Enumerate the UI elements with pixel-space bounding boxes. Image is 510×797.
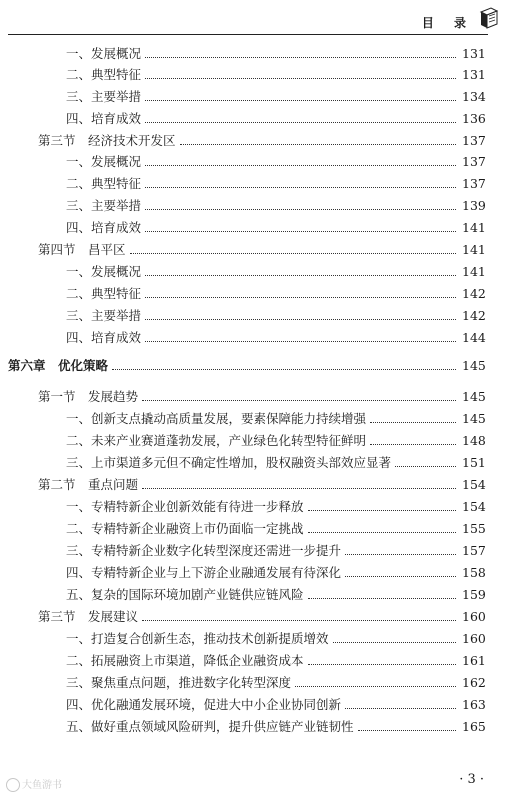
toc-page-cell bbox=[462, 499, 510, 514]
toc-page-cell bbox=[462, 719, 510, 734]
toc-page-cell bbox=[462, 477, 510, 492]
toc-leader-dots bbox=[145, 200, 456, 210]
toc-leader-dots bbox=[145, 288, 456, 298]
toc-entry-label: 一、发展概况 bbox=[66, 264, 142, 279]
toc-entry-page: 142 bbox=[462, 285, 486, 301]
toc-entry-label: 五、复杂的国际环境加剧产业链供应链风险 bbox=[66, 587, 304, 602]
toc-entry-label: 三、聚焦重点问题，推进数字化转型深度 bbox=[66, 675, 292, 690]
toc-entry-page: 137 bbox=[462, 175, 486, 191]
watermark bbox=[6, 776, 62, 792]
toc-page-cell bbox=[462, 631, 510, 646]
toc-page-cell bbox=[462, 565, 510, 580]
toc-leader-dots bbox=[370, 413, 456, 423]
toc-entry-page: 151 bbox=[462, 454, 486, 470]
toc-entry-sub bbox=[0, 695, 510, 713]
toc-entry-label: 一、专精特新企业创新效能有待进一步释放 bbox=[66, 499, 304, 514]
toc-entry-page: 154 bbox=[462, 498, 486, 514]
toc-entry-label: 二、典型特征 bbox=[66, 286, 142, 301]
toc-page-cell bbox=[462, 697, 510, 712]
toc-leader-dots bbox=[308, 655, 456, 665]
toc-entry-sub bbox=[0, 541, 510, 559]
toc-entry-sub bbox=[0, 497, 510, 515]
toc-entry-page: 141 bbox=[462, 219, 486, 235]
toc-entry-label: 一、发展概况 bbox=[66, 46, 142, 61]
toc-page-cell bbox=[462, 609, 510, 624]
toc-entry-sub bbox=[0, 585, 510, 603]
toc-entry-sub bbox=[0, 717, 510, 735]
toc-entry-sec bbox=[0, 240, 510, 258]
toc-entry-label: 第一节 发展趋势 bbox=[38, 389, 139, 404]
toc-entry-label: 二、未来产业赛道蓬勃发展，产业绿色化转型特征鲜明 bbox=[66, 433, 367, 448]
toc-entry-page: 162 bbox=[462, 674, 486, 690]
toc-leader-dots bbox=[295, 677, 456, 687]
toc-entry-page: 141 bbox=[462, 263, 486, 279]
toc-leader-dots bbox=[345, 545, 456, 555]
toc-leader-dots bbox=[145, 266, 456, 276]
toc-leader-dots bbox=[358, 721, 456, 731]
toc-entry-sub bbox=[0, 152, 510, 170]
toc-entry-page: 148 bbox=[462, 432, 486, 448]
toc-entry-sec bbox=[0, 131, 510, 149]
toc-entry-label: 第四节 昌平区 bbox=[38, 242, 126, 257]
toc-entry-sub bbox=[0, 629, 510, 647]
toc-entry-page: 131 bbox=[462, 66, 486, 82]
toc-entry-page: 154 bbox=[462, 476, 486, 492]
toc-entry-label: 第三节 发展建议 bbox=[38, 609, 139, 624]
toc-leader-dots bbox=[145, 48, 456, 58]
toc-entry-sub bbox=[0, 284, 510, 302]
toc-leader-dots bbox=[345, 567, 456, 577]
toc-entry-page: 145 bbox=[462, 388, 486, 404]
toc-entry-label: 四、培育成效 bbox=[66, 220, 142, 235]
toc-entry-sub bbox=[0, 453, 510, 471]
toc-entry-chap bbox=[0, 356, 510, 374]
toc-page-cell bbox=[462, 46, 510, 61]
page-header bbox=[0, 0, 510, 34]
toc-entry-sub bbox=[0, 328, 510, 346]
toc-entry-page: 131 bbox=[462, 45, 486, 61]
toc-page-cell bbox=[462, 89, 510, 104]
toc-entry-label: 五、做好重点领域风险研判，提升供应链产业链韧性 bbox=[66, 719, 354, 734]
toc-leader-dots bbox=[112, 360, 456, 370]
toc-entry-sub bbox=[0, 409, 510, 427]
toc-entry-page: 139 bbox=[462, 197, 486, 213]
toc-entry-label: 三、主要举措 bbox=[66, 198, 142, 213]
toc-page-cell bbox=[462, 176, 510, 191]
toc-page-cell bbox=[462, 389, 510, 404]
toc-page-cell bbox=[462, 543, 510, 558]
toc-entry-label: 四、专精特新企业与上下游企业融通发展有待深化 bbox=[66, 565, 342, 580]
toc-leader-dots bbox=[142, 479, 456, 489]
toc-entry-page: 134 bbox=[462, 88, 486, 104]
toc-entry-sec bbox=[0, 475, 510, 493]
toc-page-cell bbox=[462, 358, 510, 373]
toc-page-cell bbox=[462, 220, 510, 235]
toc-page-cell bbox=[462, 433, 510, 448]
toc-leader-dots bbox=[145, 91, 456, 101]
toc-page-cell bbox=[462, 653, 510, 668]
toc-entry-page: 141 bbox=[462, 241, 486, 257]
toc-page-cell bbox=[462, 675, 510, 690]
toc-page-cell bbox=[462, 587, 510, 602]
toc-page-cell bbox=[462, 242, 510, 257]
toc-leader-dots bbox=[370, 435, 456, 445]
book-icon bbox=[478, 6, 500, 30]
toc-page-cell bbox=[462, 133, 510, 148]
toc-entry-page: 165 bbox=[462, 718, 486, 734]
toc-page-cell bbox=[462, 198, 510, 213]
toc-entry-sub bbox=[0, 65, 510, 83]
toc-entry-sub bbox=[0, 563, 510, 581]
toc-entry-page: 160 bbox=[462, 608, 486, 624]
toc-entry-label: 四、优化融通发展环境，促进大中小企业协同创新 bbox=[66, 697, 342, 712]
toc-leader-dots bbox=[308, 523, 456, 533]
toc-entry-label: 三、专精特新企业数字化转型深度还需进一步提升 bbox=[66, 543, 342, 558]
toc-entry-label: 三、主要举措 bbox=[66, 89, 142, 104]
toc-entry-page: 136 bbox=[462, 110, 486, 126]
header-title: 目 录 bbox=[421, 16, 474, 30]
toc-entry-page: 163 bbox=[462, 696, 486, 712]
toc-leader-dots bbox=[345, 699, 456, 709]
toc-entry-label: 一、发展概况 bbox=[66, 154, 142, 169]
toc-leader-dots bbox=[145, 178, 456, 188]
toc-page-cell bbox=[462, 154, 510, 169]
toc-page-cell bbox=[462, 111, 510, 126]
toc-entry-page: 159 bbox=[462, 586, 486, 602]
toc-entry-sub bbox=[0, 431, 510, 449]
toc-entry-sub bbox=[0, 673, 510, 691]
toc-entry-sec bbox=[0, 387, 510, 405]
toc-leader-dots bbox=[145, 222, 456, 232]
toc-page-cell bbox=[462, 286, 510, 301]
toc-entry-page: 144 bbox=[462, 329, 486, 345]
toc-leader-dots bbox=[308, 501, 456, 511]
toc-page-cell bbox=[462, 264, 510, 279]
toc-entry-sec bbox=[0, 607, 510, 625]
page-number: · 3 · bbox=[459, 772, 484, 787]
toc-entry-page: 137 bbox=[462, 153, 486, 169]
toc-entry-label: 二、典型特征 bbox=[66, 67, 142, 82]
toc-page-cell bbox=[462, 521, 510, 536]
toc-entry-page: 161 bbox=[462, 652, 486, 668]
toc-entry-label: 一、打造复合创新生态，推动技术创新提质增效 bbox=[66, 631, 329, 646]
toc-entry-sub bbox=[0, 218, 510, 236]
toc-entry-page: 157 bbox=[462, 542, 486, 558]
toc-entry-sub bbox=[0, 174, 510, 192]
toc-entry-sub bbox=[0, 262, 510, 280]
toc-entry-page: 145 bbox=[462, 410, 486, 426]
toc-entry-label: 三、上市渠道多元但不确定性增加，股权融资头部效应显著 bbox=[66, 455, 392, 470]
toc-leader-dots bbox=[142, 611, 456, 621]
toc-entry-label: 四、培育成效 bbox=[66, 330, 142, 345]
toc-leader-dots bbox=[145, 69, 456, 79]
toc-page-cell bbox=[462, 330, 510, 345]
toc-leader-dots bbox=[130, 244, 456, 254]
toc-leader-dots bbox=[180, 135, 456, 145]
toc-entry-sub bbox=[0, 44, 510, 62]
toc-entry-label: 一、创新支点撬动高质量发展，要素保障能力持续增强 bbox=[66, 411, 367, 426]
toc-entry-label: 二、典型特征 bbox=[66, 176, 142, 191]
watermark-logo-icon bbox=[6, 778, 20, 792]
toc-leader-dots bbox=[145, 332, 456, 342]
toc-entry-page: 137 bbox=[462, 132, 486, 148]
watermark-text: 大鱼游书 bbox=[22, 780, 62, 791]
toc-entry-page: 158 bbox=[462, 564, 486, 580]
toc-entry-label: 第三节 经济技术开发区 bbox=[38, 133, 176, 148]
toc-leader-dots bbox=[395, 457, 456, 467]
header-divider bbox=[8, 34, 488, 35]
toc-entry-sub bbox=[0, 109, 510, 127]
toc-entry-label: 二、专精特新企业融资上市仍面临一定挑战 bbox=[66, 521, 304, 536]
toc-entry-label: 第二节 重点问题 bbox=[38, 477, 139, 492]
toc-entry-page: 142 bbox=[462, 307, 486, 323]
toc-leader-dots bbox=[308, 589, 456, 599]
toc-entry-label: 三、主要举措 bbox=[66, 308, 142, 323]
toc-entry-label: 第六章 优化策略 bbox=[8, 358, 109, 373]
toc-leader-dots bbox=[142, 391, 456, 401]
toc-entry-sub bbox=[0, 87, 510, 105]
toc-leader-dots bbox=[145, 113, 456, 123]
toc-leader-dots bbox=[333, 633, 456, 643]
toc-leader-dots bbox=[145, 310, 456, 320]
toc-entry-label: 四、培育成效 bbox=[66, 111, 142, 126]
toc-entry-page: 155 bbox=[462, 520, 486, 536]
toc-entry-page: 160 bbox=[462, 630, 486, 646]
toc-entry-sub bbox=[0, 306, 510, 324]
toc-page-cell bbox=[462, 67, 510, 82]
toc-page-cell bbox=[462, 308, 510, 323]
toc-leader-dots bbox=[145, 156, 456, 166]
toc-entry-page: 145 bbox=[462, 357, 486, 373]
toc-page-cell bbox=[462, 411, 510, 426]
toc-entry-label: 二、拓展融资上市渠道，降低企业融资成本 bbox=[66, 653, 304, 668]
toc-entry-sub bbox=[0, 651, 510, 669]
toc-entry-sub bbox=[0, 519, 510, 537]
toc-page-cell bbox=[462, 455, 510, 470]
toc-entry-sub bbox=[0, 196, 510, 214]
